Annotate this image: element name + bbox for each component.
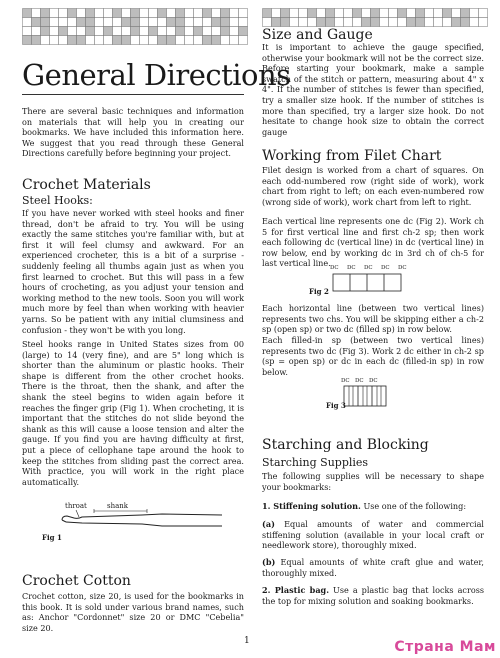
figure-3-filled-spaces [320, 378, 470, 412]
watermark-logo: Страна Мам [394, 639, 496, 655]
filet-chart-heading: Working from Filet Chart [262, 148, 442, 164]
fig2-caption: Fig 2 [309, 287, 329, 296]
supply-item-2-title: 2. Plastic bag. [262, 585, 330, 595]
fig1-caption: Fig 1 [42, 533, 62, 542]
size-gauge-heading: Size and Gauge [262, 27, 373, 43]
crochet-cotton-heading: Crochet Cotton [22, 573, 131, 589]
supply-item-a-label: (a) [262, 519, 275, 529]
supply-item-2-text: Use a plastic bag that locks across the top for mixing solution and soaking bookmarks. [262, 585, 484, 606]
supply-item-1-text: Use one of the following: [360, 501, 467, 511]
page-title: General Directions [22, 58, 291, 92]
fig3-dc-label-1: DC [341, 378, 350, 384]
supply-item-1-title: 1. Stiffening solution. [262, 501, 361, 511]
fig3-grid-drawing [320, 378, 470, 412]
steel-hooks-paragraph-2: Steel hooks range in United States sizes from 00 (large) to 14 (very fine), and are 5" long which is shorter than the aluminum or plastic hooks. Their shape is different from the other crochet hooks. There is the throat, then the shank, and after the shank the steel begins to widen again before it reaches the finger grip (Fig 1). When crocheting, it is important that the stitches do not slide beyond the shank as this will cause a loose tension and alter the gauge. If you find you are having difficulty at first, put a piece of cellophane tape around the hook to keep the stitches from sliding past the correct area. With practice, you will work in the right place automatically. [22, 339, 244, 487]
fig2-dc-label-1: DC [330, 265, 339, 271]
filet-paragraph-1: Filet design is worked from a chart of squares. On each odd-numbered row (right side of work), work chart from right to left; on each even-numbered row (wrong side of work), work chart from left to right. [262, 165, 484, 207]
crochet-cotton-paragraph: Crochet cotton, size 20, is used for the bookmarks in this book. It is sold under various brand names, such as: Anchor "Cordonnet" size 20 or DMC "Cebelia" size 20. [22, 591, 244, 633]
supply-item-b-text: Equal amounts of white craft glue and water, thoroughly mixed. [262, 557, 484, 578]
fig2-dc-label-2: DC [347, 265, 356, 271]
fig2-dc-label-5: DC [398, 265, 407, 271]
supply-item-a [262, 519, 484, 551]
supply-item-a-text: Equal amounts of water and commercial stiffening solution (available in your local craft or needlework store), thoroughly mixed. [262, 519, 484, 551]
fig1-shank-label: shank [107, 502, 129, 510]
steel-hooks-paragraph-1: If you have never worked with steel hooks and finer thread, don't be afraid to try. You will be using exactly the same stitches you're familiar with, but at first it will feel clumsy and awkward. For an experienced crocheter, this is a bit of a surprise - suddenly feeling all thumbs again just as when you first learned to crochet. But this will pass in a few hours of crocheting, as you adjust your tension and working method to the new tools. Soon you will work much more by feel than when working with heavier yarns. So be patient with any initial clumsiness and confusion - they won't be with you long. [22, 208, 244, 335]
filet-paragraph-4: Each filled-in sp (between two vertical lines) represents two dc (Fig 3). Work 2 dc either in ch-2 sp (sp = open sp) or dc in each dc (filled-in sp) in row below. [262, 335, 484, 377]
fig2-dc-label-4: DC [381, 265, 390, 271]
size-gauge-paragraph: It is important to achieve the gauge specified, otherwise your bookmark will not be the correct size. Before starting your bookmark, make a sample swatch of the stitch or pattern, measuring about 4" x 4". If the number of stitches is fewer than specified, try a smaller size hook. If the number of stitches is more than specified, try a larger size hook. Do not hesitate to change hook size to obtain the correct gauge [262, 42, 484, 137]
starching-paragraph: The following supplies will be necessary to shape your bookmarks: [262, 471, 484, 492]
starching-supplies-subheading: Starching Supplies [262, 456, 369, 469]
filet-grid-decoration-right [262, 8, 488, 28]
steel-hooks-heading: Steel Hooks: [22, 194, 93, 207]
figure-1-hook-diagram [22, 495, 244, 545]
starching-heading: Starching and Blocking [262, 437, 429, 453]
supply-item-1 [262, 501, 484, 512]
fig1-throat-label: throat [65, 502, 87, 510]
fig3-dc-label-3: DC [369, 378, 378, 384]
supply-item-b-label: (b) [262, 557, 276, 567]
figure-2-open-spaces [300, 265, 470, 297]
supply-item-b [262, 557, 484, 578]
fig3-dc-label-2: DC [355, 378, 364, 384]
title-rule [22, 94, 244, 95]
fig2-dc-label-3: DC [364, 265, 373, 271]
page-number: 1 [244, 636, 250, 646]
crochet-materials-heading: Crochet Materials [22, 177, 151, 193]
supply-item-2 [262, 585, 484, 606]
fig2-grid-drawing [300, 265, 470, 297]
filet-paragraph-3: Each horizontal line (between two vertical lines) represents two chs. You will be skipping either a ch-2 sp (open sp) or two dc (filled sp) in row below. [262, 303, 484, 335]
filet-paragraph-2: Each vertical line represents one dc (Fig 2). Work ch 5 for first vertical line and first ch-2 sp; then work each following dc (vertical line) in dc (vertical line) in row below, end by working dc in 3rd ch of ch-5 for last vertical line. [262, 216, 484, 269]
intro-paragraph: There are several basic techniques and information on materials that will help you in creating our bookmarks. We have included this information here. We suggest that you read through these General Directions carefully before beginning your project. [22, 106, 244, 159]
filet-grid-decoration-left [22, 8, 248, 52]
fig3-caption: Fig 3 [326, 401, 346, 410]
